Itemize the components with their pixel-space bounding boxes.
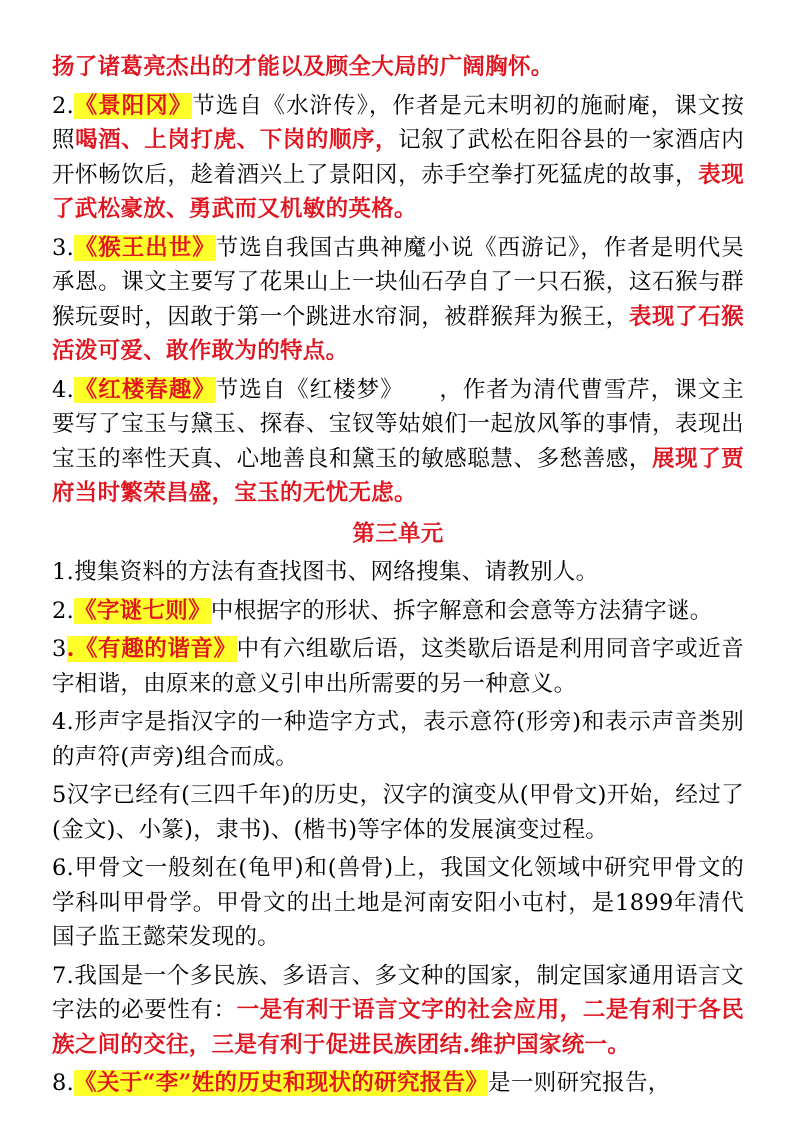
item-xingshengzi: 4.形声字是指汉字的一种造字方式，表示意符(形旁)和表示声音类别的声符(声旁)组合而成。 xyxy=(52,709,744,770)
item-number: 2. xyxy=(52,92,75,119)
lesson-title: 《字谜七则》 xyxy=(74,597,211,624)
item-xieyin xyxy=(52,632,744,701)
body-text: 节选自《水浒传》，作者是元末明初的施耐庵，课文按照 xyxy=(52,92,744,153)
item-houwangchushi xyxy=(52,231,744,369)
key-point: 表现了武松豪放、勇武而又机敏的英格。 xyxy=(52,161,745,222)
body-text: 7.我国是一个多民族、多语言、多文种的国家，制定国家通用语言文字法的必要性有： xyxy=(52,962,744,1023)
intro-tail: 扬了诸葛亮杰出的才能以及顾全大局的广阔胸怀。 xyxy=(52,54,554,80)
item-jingyanggang xyxy=(52,89,744,227)
item-research-methods: 1.搜集资料的方法有查找图书、网络搜集、请教别人。 xyxy=(52,559,599,585)
lesson-title: .《有趣的谐音》 xyxy=(66,636,237,662)
lesson-title: 《关于“李”姓的历史和现状的研究报告》 xyxy=(74,1070,489,1096)
body-text: 中根据字的形状、拆字解意和会意等方法猜字谜。 xyxy=(210,597,713,624)
body-text: 是一则研究报告， xyxy=(488,1070,671,1096)
body-text: 中有六组歇后语，这类歇后语是利用同音字或近音字相谐，由原来的意义引申出所需要的另一种意义。 xyxy=(52,636,744,697)
lesson-title: 《红楼春趣》 xyxy=(74,376,216,403)
item-number: 3. xyxy=(52,234,75,261)
body-text: 记叙了武松在阳谷县的一家酒店内开怀畅饮后，趁着酒兴上了景阳冈，赤手空拳打死猛虎的故事， xyxy=(52,127,744,188)
key-point: 喝酒、上岗打虎、下岗的顺序， xyxy=(75,127,399,153)
item-number: 8. xyxy=(52,1070,75,1096)
key-point: 一是有利于语言文字的社会应用，二是有利于各民族之间的交往，三是有利于促进民族团结.维护国家统一。 xyxy=(52,997,744,1058)
item-honglouchunqu xyxy=(52,373,744,511)
item-language-law xyxy=(52,959,744,1063)
lesson-title: 《景阳冈》 xyxy=(74,92,193,119)
item-number: 3 xyxy=(52,636,67,662)
key-point: 展现了贾府当时繁荣昌盛，宝玉的无忧无虑。 xyxy=(52,445,744,506)
item-hanzi-history: 5汉字已经有(三四千年)的历史，汉字的演变从(甲骨文)开始，经过了(金文)、小篆)，隶书)、(楷书)等字体的发展演变过程。 xyxy=(52,782,744,843)
item-li-report xyxy=(52,1066,744,1101)
item-number: 2. xyxy=(52,597,75,624)
item-jiaguwen: 6.甲骨文一般刻在(龟甲)和(兽骨)上，我国文化领域中研究甲骨文的学科叫甲骨学。甲骨文的出土地是河南安阳小屯村，是1899年清代国子监王懿荣发现的。 xyxy=(52,855,744,950)
key-point: 表现了石猴活泼可爱、敢作敢为的特点。 xyxy=(52,303,744,364)
item-number: 4. xyxy=(52,376,75,403)
document-page xyxy=(52,50,744,1105)
item-zimi xyxy=(52,594,744,629)
body-text: 节选自我国古典神魔小说《西游记》，作者是明代吴承恩。课文主要写了花果山上一块仙石孕自了一只石猴，这石猴与群猴玩耍时，因敢于第一个跳进水帘洞，被群猴拜为猴王， xyxy=(52,234,744,330)
body-text: 节选自《红楼梦》 ，作者为清代曹雪芹，课文主要写了宝玉与黛玉、探春、宝钗等姑娘们一起放风筝的事情，表现出宝玉的率性天真、心地善良和黛玉的敏感聪慧、多愁善感， xyxy=(52,376,744,472)
section-heading: 第三单元 xyxy=(352,520,444,547)
lesson-title: 《猴王出世》 xyxy=(74,234,216,261)
